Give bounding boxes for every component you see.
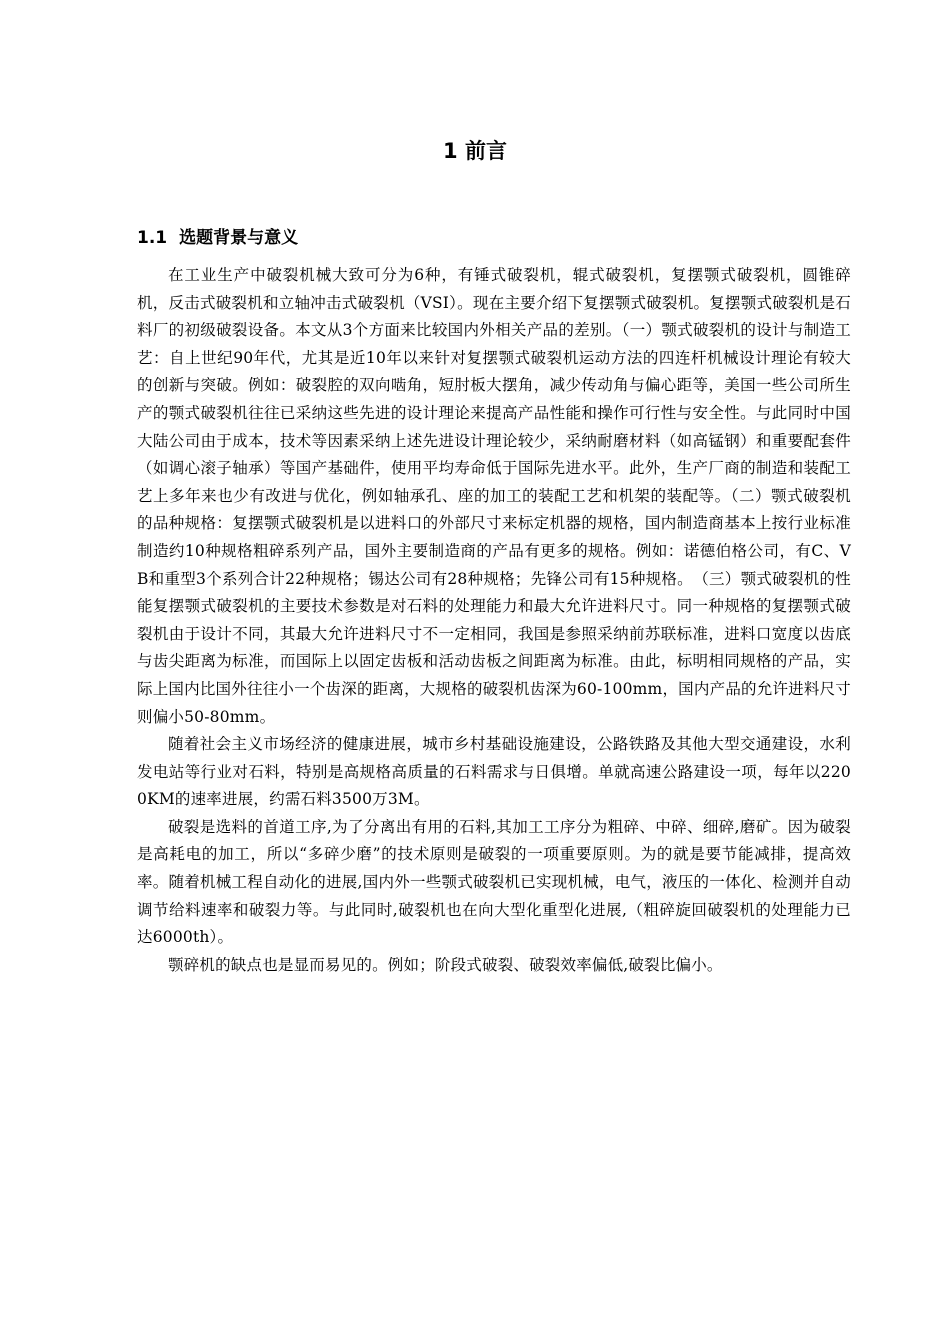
body-text [137,262,851,979]
paragraph: 颚碎机的缺点也是显而易见的。例如；阶段式破裂、破裂效率偏低,破裂比偏小。 [168,955,723,974]
paragraph: 破裂是选料的首道工序,为了分离出有用的石料,其加工工序分为粗碎、中碎、细碎,磨矿。因为破裂是高耗电的加工，所以“多碎少磨”的技术原则是破裂的一项重要原则。为的就是要节能减排，提高效率。随着机械工程自动化的进展,国内外一些颚式破裂机已实现机械，电气，液压的一体化、检测并自动调节给料速率和破裂力等。与此同时,破裂机也在向大型化重型化进展,（粗碎旋回破裂机的处理能力已达6000th）。 [137,817,851,947]
section-title: 选题背景与意义 [179,228,299,248]
section-number: 1.1 [137,228,168,248]
paragraph: 在工业生产中破裂机械大致可分为6种，有锤式破裂机，辊式破裂机，复摆颚式破裂机，圆锥碎机，反击式破裂机和立轴冲击式破裂机（VSI）。现在主要介绍下复摆颚式破裂机。复摆颚式破裂机是石料厂的初级破裂设备。本文从3个方面来比较国内外相关产品的差别。（一）颚式破裂机的设计与制造工艺：自上世纪90年代，尤其是近10年以来针对复摆颚式破裂机运动方法的四连杆机械设计理论有较大的创新与突破。例如：破裂腔的双向啮角，短肘板大摆角，减少传动角与偏心距等，美国一些公司所生产的颚式破裂机往往已采纳这些先进的设计理论来提高产品性能和操作可行性与安全性。与此同时中国大陆公司由于成本，技术等因素采纳上述先进设计理论较少，采纳耐磨材料（如高锰钢）和重要配套件（如调心滚子轴承）等国产基础件，使用平均寿命低于国际先进水平。此外，生产厂商的制造和装配工艺上多年来也少有改进与优化，例如轴承孔、座的加工的装配工艺和机架的装配等。（二）颚式破裂机的品种规格：复摆颚式破裂机是以进料口的外部尺寸来标定机器的规格，国内制造商基本上按行业标准制造约10种规格粗碎系列产品，国外主要制造商的产品有更多的规格。例如：诺德伯格公司，有C、VB和重型3个系列合计22种规格；锡达公司有28种规格；先锋公司有15种规格。 （三）颚式破裂机的性能复摆颚式破裂机的主要技术参数是对石料的处理能力和最大允许进料尺寸。同一种规格的复摆颚式破裂机由于设计不同，其最大允许进料尺寸不一定相同，我国是参照采纳前苏联标准，进料口宽度以齿底与齿尖距离为标准，而国际上以固定齿板和活动齿板之间距离为标准。由此，标明相同规格的产品，实际上国内比国外往往小一个齿深的距离，大规格的破裂机齿深为60-100mm，国内产品的允许进料尺寸则偏小50-80mm。 [137,266,851,726]
section-heading [137,224,298,252]
chapter-title: 1 前言 [443,139,507,163]
paragraph: 随着社会主义市场经济的健康进展，城市乡村基础设施建设，公路铁路及其他大型交通建设，水利发电站等行业对石料，特别是高规格高质量的石料需求与日俱增。单就高速公路建设一项，每年以2200KM的速率进展，约需石料3500万3M。 [137,735,851,809]
